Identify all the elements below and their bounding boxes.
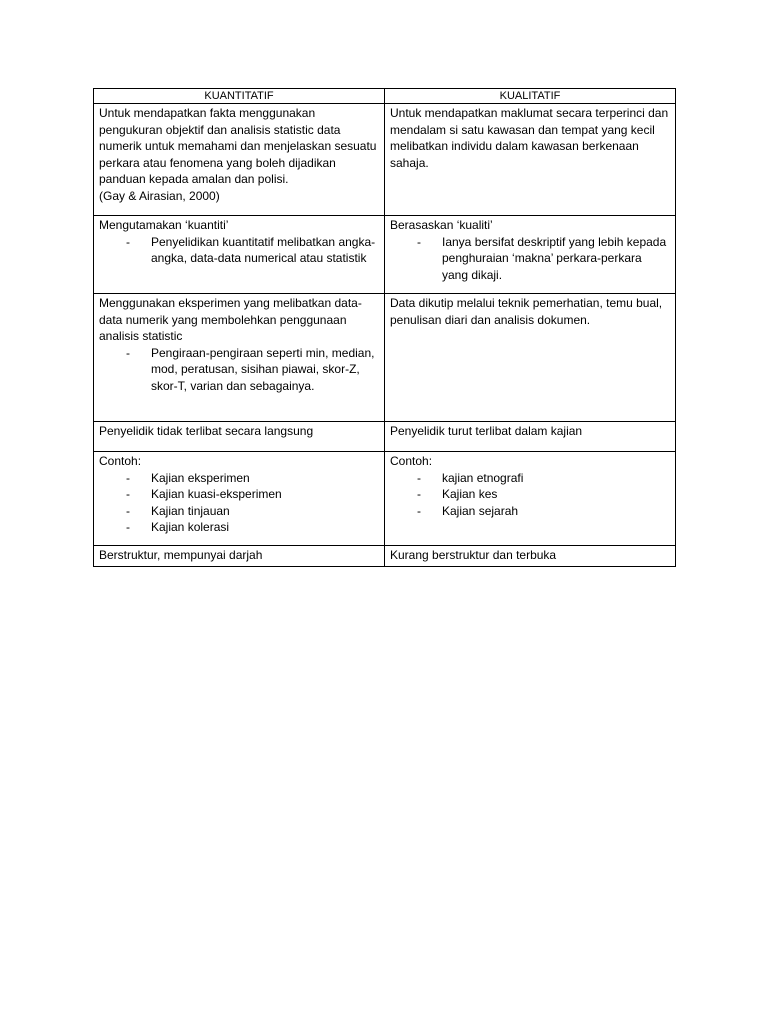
cell-kualitatif <box>385 104 676 216</box>
list-item: - Kajian kes <box>412 486 671 503</box>
cell-kuantitatif <box>94 452 385 546</box>
cell-text: Berstruktur, mempunyai darjah <box>99 548 263 562</box>
list-item: - Ianya bersifat deskriptif yang lebih kepada penghuraian ‘makna’ perkara-perkara yang dikaji. <box>412 234 671 284</box>
bullet-list <box>390 234 671 284</box>
header-row <box>94 89 676 104</box>
list-item: - Kajian tinjauan <box>121 503 380 520</box>
cell-kualitatif <box>385 546 676 567</box>
cell-kualitatif <box>385 216 676 294</box>
bullet-list <box>390 470 671 520</box>
list-item: - kajian etnografi <box>412 470 671 487</box>
table-row <box>94 452 676 546</box>
cell-kuantitatif <box>94 294 385 422</box>
table-row <box>94 294 676 422</box>
table-row <box>94 546 676 567</box>
table-row <box>94 216 676 294</box>
cell-text: Data dikutip melalui teknik pemerhatian, temu bual, penulisan diari dan analisis dokumen. <box>390 296 663 327</box>
table-row <box>94 422 676 452</box>
cell-kuantitatif <box>94 216 385 294</box>
cell-text: Menggunakan eksperimen yang melibatkan data-data numerik yang membolehkan penggunaan analisis statistic <box>99 296 362 343</box>
list-item: - Kajian eksperimen <box>121 470 380 487</box>
cell-kuantitatif <box>94 546 385 567</box>
bullet-list <box>99 345 380 395</box>
cell-text: Berasaskan ‘kualiti’ <box>390 218 493 232</box>
list-item: - Kajian kolerasi <box>121 519 380 536</box>
citation-text: (Gay & Airasian, 2000) <box>99 188 220 203</box>
list-item: - Pengiraan-pengiraan seperti min, median, mod, peratusan, sisihan piawai, skor-Z, skor-T, varian dan sebagainya. <box>121 345 380 395</box>
header-kualitatif: KUALITATIF <box>385 89 676 104</box>
cell-text: Contoh: <box>390 454 433 468</box>
cell-kualitatif <box>385 452 676 546</box>
cell-kuantitatif <box>94 104 385 216</box>
cell-text: Untuk mendapatkan fakta menggunakan pengukuran objektif dan analisis statistic data numerik untuk memahami dan menjelaskan sesuatu perkara atau fenomena yang boleh dijadikan panduan kepada amalan dan polisi. <box>99 106 377 186</box>
table-row <box>94 104 676 216</box>
cell-text: Kurang berstruktur dan terbuka <box>390 548 557 562</box>
cell-kualitatif <box>385 294 676 422</box>
list-item: - Kajian sejarah <box>412 503 671 520</box>
list-item: - Penyelidikan kuantitatif melibatkan angka-angka, data-data numerical atau statistik <box>121 234 380 267</box>
cell-kualitatif <box>385 422 676 452</box>
cell-text: Untuk mendapatkan maklumat secara terperinci dan mendalam si satu kawasan dan tempat yang kecil melibatkan individu dalam kawasan berkenaan sahaja. <box>390 106 669 170</box>
header-kuantitatif: KUANTITATIF <box>94 89 385 104</box>
cell-text: Penyelidik tidak terlibat secara langsung <box>99 424 314 438</box>
cell-text: Contoh: <box>99 454 142 468</box>
bullet-list <box>99 234 380 267</box>
cell-text: Mengutamakan ‘kuantiti’ <box>99 218 229 232</box>
list-item: - Kajian kuasi-eksperimen <box>121 486 380 503</box>
bullet-list <box>99 470 380 536</box>
cell-kuantitatif <box>94 422 385 452</box>
comparison-table <box>93 88 676 567</box>
cell-text: Penyelidik turut terlibat dalam kajian <box>390 424 583 438</box>
